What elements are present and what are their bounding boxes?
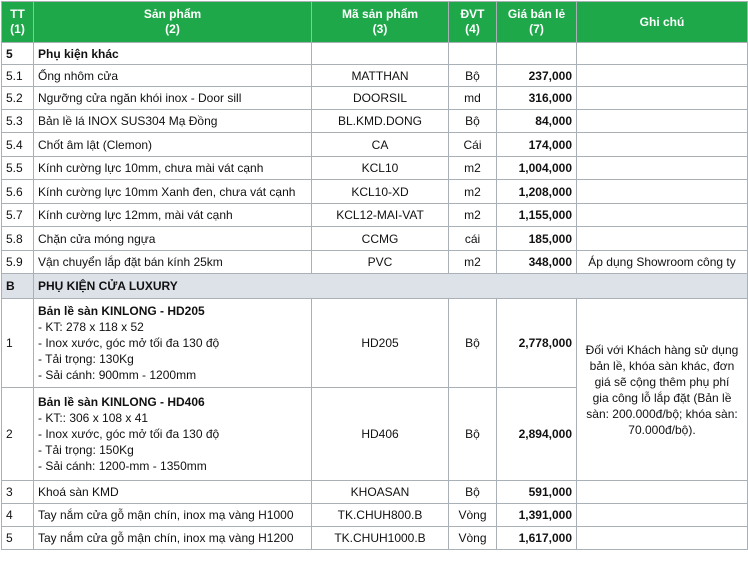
product-unit: m2 [449,157,497,180]
product-code: KCL10-XD [312,180,449,204]
table-header-row [2,2,748,43]
table-row [2,227,748,251]
product-price: 1,155,000 [497,204,577,227]
row-number: 5.8 [2,227,34,251]
product-price: 84,000 [497,110,577,133]
product-unit: Bộ [449,481,497,504]
table-row [2,504,748,527]
spec-line: - Tải trọng: 150Kg [38,443,134,457]
product-unit: Bộ [449,65,497,87]
product-unit: Bộ [449,388,497,481]
product-note [577,133,748,157]
product-price: 348,000 [497,251,577,274]
section-b-letter: B [2,274,34,299]
header-code: Mã sản phẩm (3) [312,2,449,43]
product-price: 174,000 [497,133,577,157]
header-tt: TT (1) [2,2,34,43]
section-5-items [1,64,748,274]
section-b-row [2,274,748,299]
product-price: 591,000 [497,481,577,504]
product-unit: Vòng [449,504,497,527]
product-code: CCMG [312,227,449,251]
product-price: 1,208,000 [497,180,577,204]
product-name: Khoá sàn KMD [34,481,312,504]
product-note [577,157,748,180]
product-unit: m2 [449,251,497,274]
spec-line: - KT: 278 x 118 x 52 [38,320,144,334]
table-row [2,110,748,133]
row-number: 5.3 [2,110,34,133]
product-name: Tay nắm cửa gỗ mận chín, inox mạ vàng H1200 [34,527,312,550]
spec-line: - Inox xước, góc mở tối đa 130 độ [38,336,220,350]
product-code: CA [312,133,449,157]
product-name: Chặn cửa móng ngựa [34,227,312,251]
product-note [577,87,748,110]
section-5-row [2,43,748,65]
table-row [2,527,748,550]
product-unit: Bộ [449,299,497,388]
product-name: Vận chuyển lắp đặt bán kính 25km [34,251,312,274]
header-note: Ghi chú [577,2,748,43]
row-number: 5.4 [2,133,34,157]
spec-line: - Inox xước, góc mở tối đa 130 độ [38,427,220,441]
product-name: Ống nhôm cửa [34,65,312,87]
product-price: 237,000 [497,65,577,87]
product-code: TK.CHUH1000.B [312,527,449,550]
product-unit: Cái [449,133,497,157]
section-b-title: PHỤ KIỆN CỬA LUXURY [34,274,748,299]
product-name: Tay nắm cửa gỗ mận chín, inox mạ vàng H1000 [34,504,312,527]
table-row [2,87,748,110]
product-code: TK.CHUH800.B [312,504,449,527]
table-row [2,180,748,204]
product-note [577,504,748,527]
row-number: 2 [2,388,34,481]
product-unit: m2 [449,180,497,204]
product-unit: Vòng [449,527,497,550]
product-note [577,204,748,227]
product-price: 1,004,000 [497,157,577,180]
product-note [577,527,748,550]
product-note [577,180,748,204]
row-number: 5.5 [2,157,34,180]
product-note [577,65,748,87]
header-unit: ĐVT (4) [449,2,497,43]
product-name [34,299,312,388]
product-name [34,388,312,481]
product-name: Bản lề lá INOX SUS304 Mạ Đồng [34,110,312,133]
product-price: 2,778,000 [497,299,577,388]
row-number: 4 [2,504,34,527]
section-b-table [1,273,748,550]
product-code: MATTHAN [312,65,449,87]
table-row [2,251,748,274]
row-number: 5.6 [2,180,34,204]
product-name: Ngưỡng cửa ngăn khói inox - Door sill [34,87,312,110]
product-code: PVC [312,251,449,274]
product-code: KCL10 [312,157,449,180]
row-number: 5.9 [2,251,34,274]
row-number: 3 [2,481,34,504]
spec-line: - Sải cánh: 1200-mm - 1350mm [38,459,207,473]
product-title: Bản lề sàn KINLONG - HD205 [38,304,205,318]
product-name: Kính cường lực 10mm Xanh đen, chưa vát cạnh [34,180,312,204]
product-title: Bản lề sàn KINLONG - HD406 [38,395,205,409]
price-table [1,1,748,65]
table-row [2,157,748,180]
table-row [2,133,748,157]
product-price: 185,000 [497,227,577,251]
product-note [577,481,748,504]
product-unit: m2 [449,204,497,227]
product-unit: cái [449,227,497,251]
hinge-surcharge-note: Đối với Khách hàng sử dụng bản lề, khóa sàn khác, đơn giá sẽ cộng thêm phụ phí gia công lỗ lắp đặt (Bản lề sàn: 200.000đ/bộ; khóa sàn: 70.000đ/bộ). [577,299,748,481]
section-5-number: 5 [2,43,34,65]
product-name: Kính cường lực 10mm, chưa mài vát cạnh [34,157,312,180]
table-row [2,65,748,87]
row-number: 5 [2,527,34,550]
row-number: 1 [2,299,34,388]
product-code: DOORSIL [312,87,449,110]
header-product: Sản phẩm (2) [34,2,312,43]
product-code: HD205 [312,299,449,388]
product-price: 2,894,000 [497,388,577,481]
product-name: Chốt âm lật (Clemon) [34,133,312,157]
product-code: BL.KMD.DONG [312,110,449,133]
product-price: 1,617,000 [497,527,577,550]
row-number: 5.2 [2,87,34,110]
product-code: HD406 [312,388,449,481]
table-row [2,204,748,227]
product-code: KCL12-MAI-VAT [312,204,449,227]
product-code: KHOASAN [312,481,449,504]
spec-line: - KT:: 306 x 108 x 41 [38,411,149,425]
table-row [2,299,748,388]
table-row [2,481,748,504]
product-name: Kính cường lực 12mm, mài vát cạnh [34,204,312,227]
spec-line: - Tải trọng: 130Kg [38,352,134,366]
row-number: 5.1 [2,65,34,87]
section-5-title: Phụ kiện khác [34,43,312,65]
product-note [577,227,748,251]
product-note [577,110,748,133]
spec-line: - Sải cánh: 900mm - 1200mm [38,368,197,382]
product-unit: Bộ [449,110,497,133]
product-unit: md [449,87,497,110]
product-price: 316,000 [497,87,577,110]
product-price: 1,391,000 [497,504,577,527]
row-number: 5.7 [2,204,34,227]
header-price: Giá bán lẻ (7) [497,2,577,43]
product-note: Áp dụng Showroom công ty [577,251,748,274]
